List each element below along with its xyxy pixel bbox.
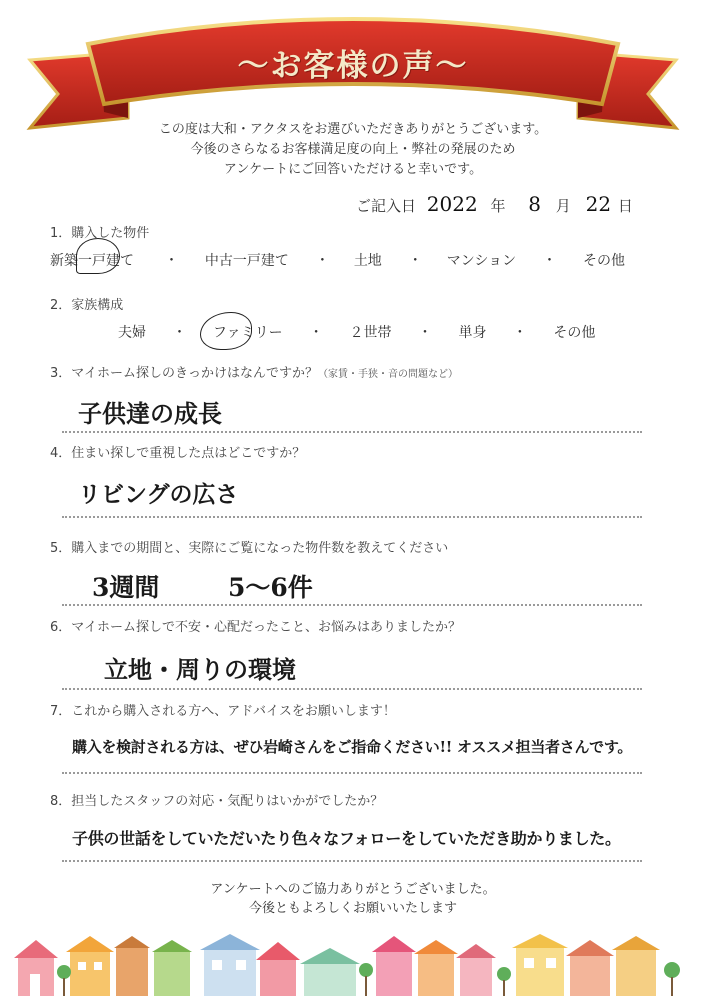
date-month-unit: 月 (555, 197, 571, 215)
house-12 (566, 940, 614, 996)
option-mansion: マンション (446, 253, 517, 269)
answer-8: 子供の世話をしていただいたり色々なフォローをしていただき助かりました。 (72, 829, 621, 848)
question-8-label: 8．担当したスタッフの対応・気配りはいかがでしたか？ (50, 794, 384, 809)
question-3-note: （家賃・手狭・音の問題など） (318, 369, 459, 380)
question-2-label: 2．家族構成 (50, 298, 124, 313)
question-5-label: 5．購入までの期間と、実際にご覧になった物件数を教えてください (50, 541, 449, 556)
house-9 (414, 940, 458, 996)
date-year: 2022 (426, 192, 478, 216)
banner-title: ～お客様の声～ (237, 48, 469, 84)
question-2-options: 夫婦 ・ ファミリー ・ ２世帯 ・ 単身 ・ その他 (118, 325, 596, 341)
house-2 (66, 936, 114, 996)
option-two-generation: ２世帯 (349, 325, 392, 341)
date-day: 22 (585, 192, 612, 216)
house-13 (612, 936, 660, 996)
house-5 (200, 934, 260, 996)
answer-6: 立地・周りの環境 (104, 655, 296, 684)
answer-5-line (62, 604, 642, 606)
selection-circle-q1 (76, 238, 120, 274)
option-family: ファミリー (212, 325, 283, 341)
option-other-2: その他 (553, 325, 596, 341)
intro-line-1: この度は大和・アクタスをお選びいただきありがとうございます。 (158, 122, 548, 137)
question-1-options: 新築一戸建て ・ 中古一戸建て ・ 土地 ・ マンション ・ その他 (50, 253, 625, 269)
thanks-line-1: アンケートへのご協力ありがとうございました。 (210, 882, 496, 897)
question-7-label: 7．これから購入される方へ、アドバイスをお願いします！ (50, 704, 396, 719)
answer-4: リビングの広さ (78, 481, 239, 508)
house-4 (152, 940, 192, 996)
house-1 (14, 940, 58, 996)
house-10 (456, 944, 496, 996)
answer-5-period: 3週間 (92, 573, 160, 602)
intro-line-2: 今後のさらなるお客様満足度の向上・弊社の発展のため (190, 142, 516, 157)
answer-3-line (62, 431, 642, 433)
house-8 (372, 936, 416, 996)
date-label: ご記入日 (356, 197, 417, 215)
answer-8-line (62, 860, 642, 862)
date-day-unit: 日 (617, 197, 633, 215)
houses-illustration (0, 928, 706, 1000)
option-other: その他 (583, 253, 625, 269)
question-1-label: 1．購入した物件 (50, 226, 150, 241)
intro-line-3: アンケートにご回答いただけると幸いです。 (223, 162, 483, 177)
house-6 (256, 942, 300, 996)
selection-circle-q2 (200, 312, 252, 350)
answer-6-line (62, 688, 642, 690)
answer-5-count: 5～6件 (228, 573, 313, 602)
option-new-house: 新築一戸建て (50, 253, 134, 269)
date-year-unit: 年 (490, 197, 506, 215)
option-single: 単身 (458, 325, 487, 341)
option-land: 土地 (353, 253, 382, 269)
question-3-label: 3．マイホーム探しのきっかけはなんですか？（家賃・手狭・音の問題など） (50, 366, 459, 381)
answer-7-line (62, 772, 642, 774)
option-couple: 夫婦 (118, 325, 146, 341)
entry-date (356, 192, 633, 216)
house-11 (512, 934, 568, 996)
answer-7: 購入を検討される方は、ぜひ岩崎さんをご指命ください!! オススメ担当者さんです。 (72, 738, 633, 756)
option-used-house: 中古一戸建て (204, 253, 289, 269)
question-4-label: 4．住まい探しで重視した点はどこですか？ (50, 446, 306, 461)
house-7 (300, 948, 360, 996)
thanks-line-2: 今後ともよろしくお願いいたします (248, 901, 457, 916)
house-3 (114, 936, 150, 996)
question-6-label: 6．マイホーム探しで不安・心配だったこと、お悩みはありましたか？ (50, 620, 462, 635)
answer-4-line (62, 516, 642, 518)
answer-3: 子供達の成長 (78, 399, 222, 428)
date-month: 8 (528, 192, 542, 216)
